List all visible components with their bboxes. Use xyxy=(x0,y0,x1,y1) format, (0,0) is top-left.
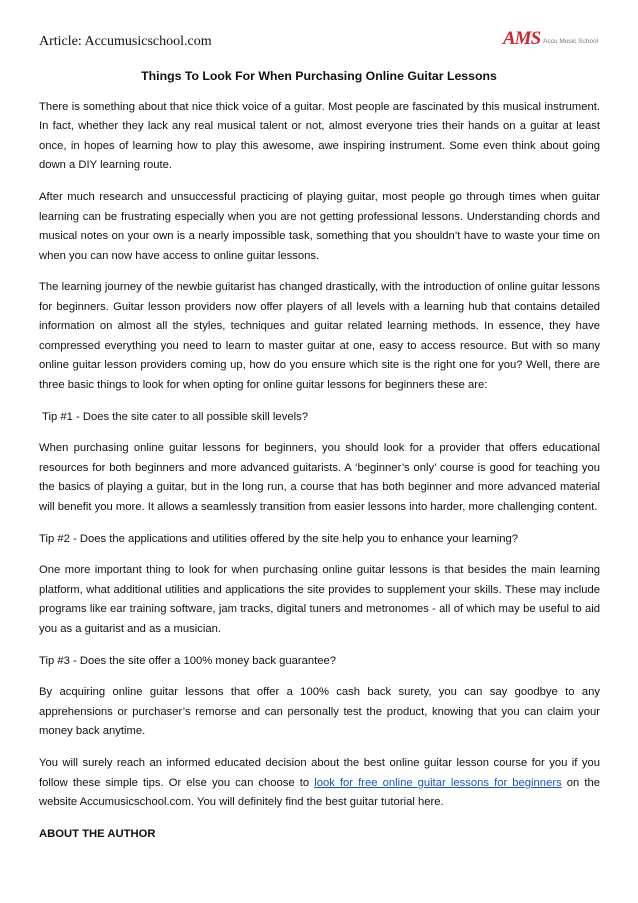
site-logo xyxy=(503,29,598,49)
about-author-heading: ABOUT THE AUTHOR xyxy=(39,827,156,840)
article-source-label: Article: Accumusicschool.com xyxy=(39,34,212,49)
paragraph-tip-3: By acquiring online guitar lessons that offer a 100% cash back surety, you can say goodbye to any apprehensions or purchaser’s remorse and can personally test the product, knowing that you can claim your money back anytime. xyxy=(39,686,600,738)
article-title: Things To Look For When Purchasing Online Guitar Lessons xyxy=(141,69,497,83)
closing-text-end: on the website Accumusicschool.com. You will definitely find the best guitar tutorial here. xyxy=(39,776,600,809)
paragraph-journey: The learning journey of the newbie guitarist has changed drastically, with the introduction of online guitar lessons for beginners. Guitar lesson providers now offer players of all levels with a learning hub that contains detailed information on almost all the styles, techniques and guitar related learning methods. In essence, they have compressed everything you need to learn to master guitar at one, easy to access resource. But with so many online guitar lesson providers coming up, how do you ensure which site is the right one for you? Well, there are three basic things to look for when opting for online guitar lessons for beginners these are: xyxy=(39,281,600,391)
paragraph-struggle: After much research and unsuccessful practicing of playing guitar, most people go through times when guitar learning can be frustrating especially when you are not getting professional lessons. Understanding chords and musical notes on your own is a nearly impossible task, something that you shouldn’t have to waste your time on when you can now have access to online guitar lessons. xyxy=(39,191,600,262)
paragraph-tip-2: One more important thing to look for when purchasing online guitar lessons is that besides the main learning platform, what additional utilities and applications the site provides to supplement your skills. These may include programs like ear training software, jam tracks, digital tuners and metronomes - all of which may be useful to aid you as a guitarist and as a musician. xyxy=(39,564,600,635)
tip-3-heading: Tip #3 - Does the site offer a 100% money back guarantee? xyxy=(39,654,337,667)
article-body xyxy=(39,98,600,857)
closing-text-start: You will surely reach an informed educated decision about the best online guitar lesson course for you if you follow these simple tips. Or else you can choose to xyxy=(39,757,600,789)
free-guitar-lessons-link[interactable]: look for free online guitar lessons for beginners xyxy=(314,776,562,789)
paragraph-closing xyxy=(39,754,600,812)
paragraph-tip-1: When purchasing online guitar lessons for beginners, you should look for a provider that offers educational resources for both beginners and more advanced guitarists. A ‘beginner’s only’ course is good for teaching you the basics of playing a guitar, but in the long run, a course that has both beginner and more advanced material will benefit you more. It allows a seamlessly transition from easier lessons into harder, more challenging content. xyxy=(39,442,600,513)
tip-2-heading: Tip #2 - Does the applications and utilities offered by the site help you to enhance your learning? xyxy=(39,532,519,545)
logo-text: Accu Music School xyxy=(543,37,599,45)
paragraph-intro: There is something about that nice thick voice of a guitar. Most people are fascinated by this musical instrument. In fact, whether they lack any real musical talent or not, almost everyone tries their hands on a guitar at least once, in hopes of learning how to play this awesome, awe inspiring instrument. Some even think about going down a DIY learning route. xyxy=(39,101,600,172)
logo-mark: AMS xyxy=(503,28,541,49)
tip-1-heading: Tip #1 - Does the site cater to all possible skill levels? xyxy=(42,410,308,423)
